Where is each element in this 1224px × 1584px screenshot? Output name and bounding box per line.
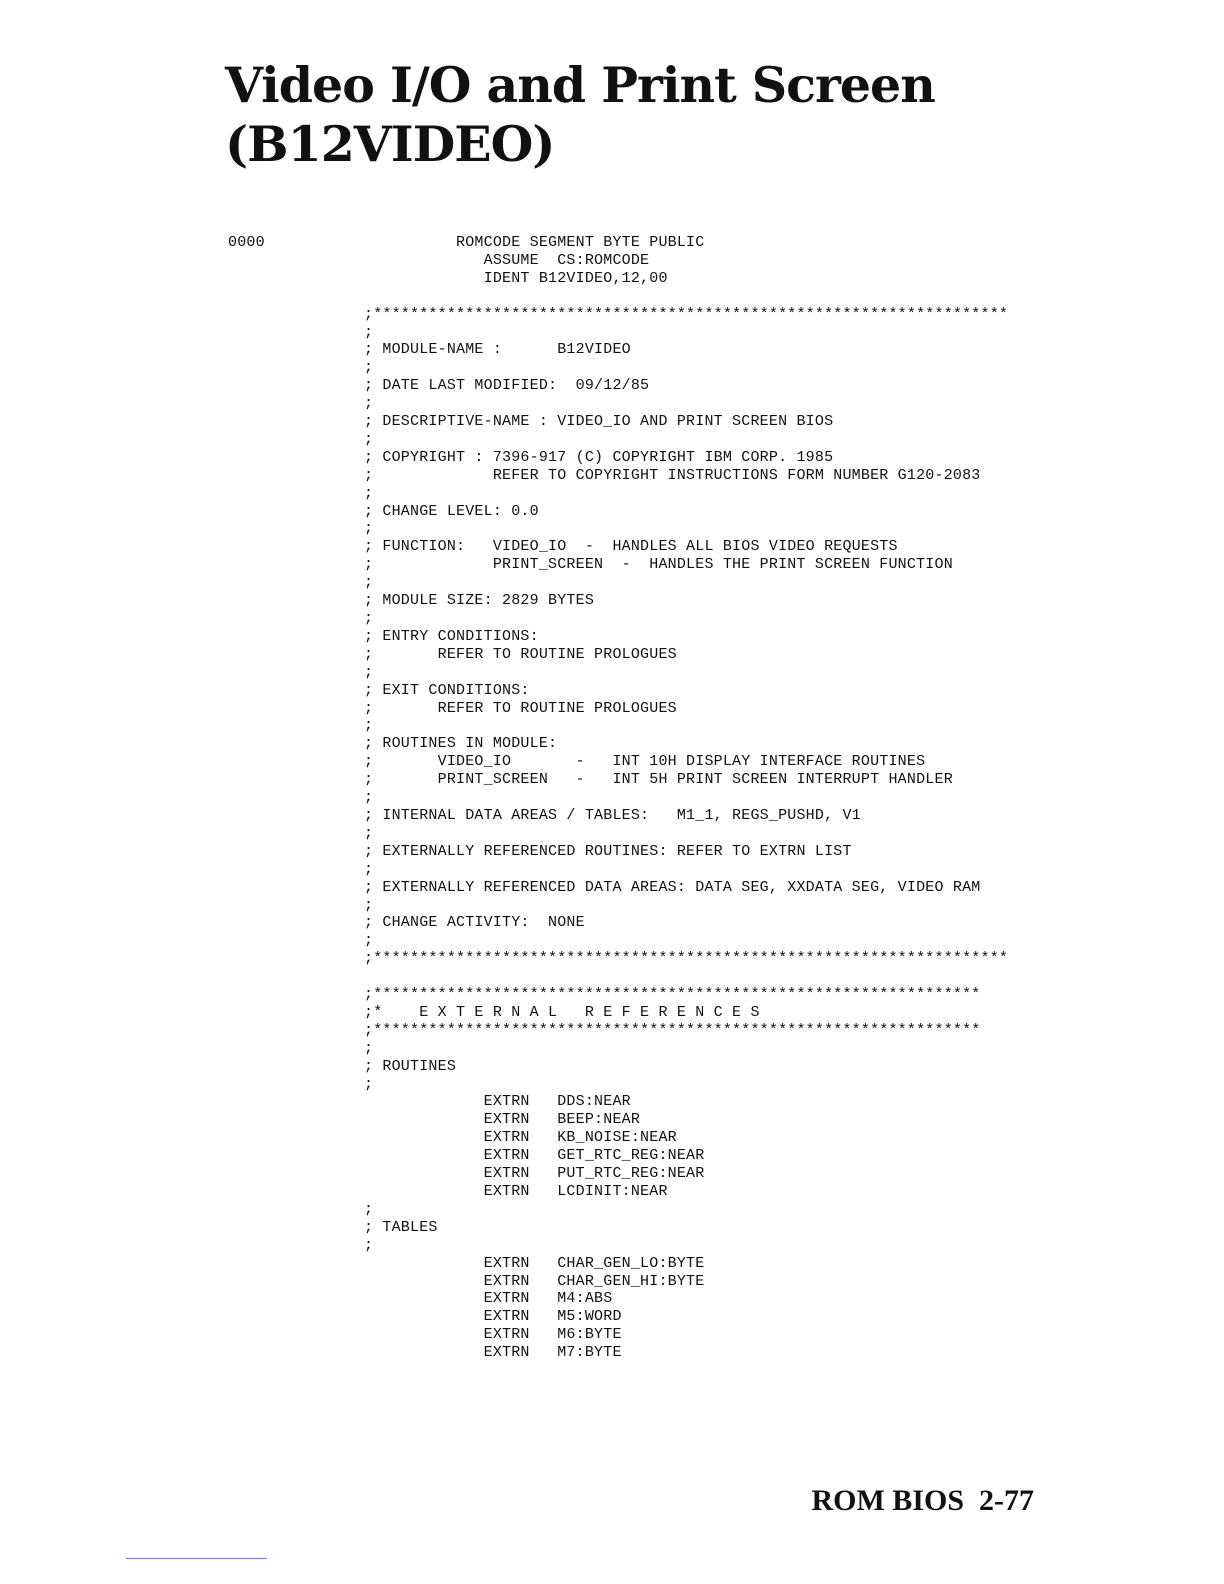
- listing-line: ;: [364, 1200, 374, 1218]
- listing-line: EXTRN CHAR_GEN_LO:BYTE: [364, 1254, 705, 1272]
- listing-line: ;: [364, 824, 374, 842]
- listing-line: ;: [364, 484, 374, 502]
- listing-line: EXTRN BEEP:NEAR: [364, 1111, 641, 1129]
- listing-line: ; MODULE SIZE: 2829 BYTES: [364, 592, 595, 610]
- listing-line: ;: [364, 430, 374, 448]
- assembly-listing: [364, 234, 1008, 1362]
- listing-line: ;: [364, 610, 374, 628]
- listing-line: EXTRN KB_NOISE:NEAR: [364, 1129, 677, 1147]
- listing-line: ASSUME CS:ROMCODE: [364, 251, 650, 269]
- listing-line: ;*********************************************************************: [364, 305, 1009, 323]
- listing-line: ;: [364, 1075, 374, 1093]
- listing-line: ;******************************************************************: [364, 986, 981, 1004]
- listing-line: ; DESCRIPTIVE-NAME : VIDEO_IO AND PRINT SCREEN BIOS: [364, 413, 834, 431]
- listing-line: ;: [364, 1039, 374, 1057]
- listing-line: ; TABLES: [364, 1218, 438, 1236]
- listing-line: ROMCODE SEGMENT BYTE PUBLIC: [364, 234, 705, 251]
- listing-line: ;: [364, 932, 374, 950]
- listing-line: ;: [364, 860, 374, 878]
- page-title-line-1: Video I/O and Print Screen: [225, 56, 935, 114]
- listing-line: EXTRN GET_RTC_REG:NEAR: [364, 1147, 705, 1165]
- listing-line: ;* E X T E R N A L R E F E R E N C E S: [364, 1003, 760, 1021]
- listing-line: EXTRN M6:BYTE: [364, 1326, 622, 1344]
- listing-line: EXTRN M7:BYTE: [364, 1344, 622, 1362]
- listing-line: ;******************************************************************: [364, 1021, 981, 1039]
- listing-line: ; DATE LAST MODIFIED: 09/12/85: [364, 377, 650, 395]
- listing-line: ; EXIT CONDITIONS:: [364, 681, 530, 699]
- page-title: [225, 56, 935, 174]
- listing-line: ;: [364, 663, 374, 681]
- listing-line: ; VIDEO_IO - INT 10H DISPLAY INTERFACE ROUTINES: [364, 753, 926, 771]
- listing-line: [364, 968, 1008, 986]
- listing-line: ; PRINT_SCREEN - HANDLES THE PRINT SCREEN FUNCTION: [364, 556, 953, 574]
- listing-line: EXTRN CHAR_GEN_HI:BYTE: [364, 1272, 705, 1290]
- listing-line: ; MODULE-NAME : B12VIDEO: [364, 341, 631, 359]
- listing-line: ;*********************************************************************: [364, 950, 1009, 968]
- listing-line: ; EXTERNALLY REFERENCED DATA AREAS: DATA SEG, XXDATA SEG, VIDEO RAM: [364, 878, 981, 896]
- listing-line: ;: [364, 359, 374, 377]
- footer-rule: [126, 1558, 267, 1559]
- listing-line: ;: [364, 1236, 374, 1254]
- listing-line: ;: [364, 323, 374, 341]
- listing-line: ; REFER TO ROUTINE PROLOGUES: [364, 699, 677, 717]
- listing-line: EXTRN M4:ABS: [364, 1290, 613, 1308]
- listing-line: ; REFER TO ROUTINE PROLOGUES: [364, 645, 677, 663]
- listing-line: EXTRN M5:WORD: [364, 1308, 622, 1326]
- listing-line: EXTRN DDS:NEAR: [364, 1093, 631, 1111]
- listing-line: ; CHANGE LEVEL: 0.0: [364, 502, 539, 520]
- listing-line: ; REFER TO COPYRIGHT INSTRUCTIONS FORM NUMBER G120-2083: [364, 466, 981, 484]
- page-title-line-2: (B12VIDEO): [225, 115, 555, 173]
- listing-line: ; ROUTINES IN MODULE:: [364, 735, 558, 753]
- listing-line: [364, 288, 1008, 306]
- listing-line: ; EXTERNALLY REFERENCED ROUTINES: REFER TO EXTRN LIST: [364, 842, 852, 860]
- listing-line: ; ROUTINES: [364, 1057, 457, 1075]
- listing-line: ;: [364, 717, 374, 735]
- listing-line: ; COPYRIGHT : 7396-917 (C) COPYRIGHT IBM CORP. 1985: [364, 448, 834, 466]
- listing-line: ;: [364, 789, 374, 807]
- listing-line: IDENT B12VIDEO,12,00: [364, 269, 668, 287]
- listing-line: ;: [364, 896, 374, 914]
- listing-line: EXTRN LCDINIT:NEAR: [364, 1183, 668, 1200]
- listing-line: EXTRN PUT_RTC_REG:NEAR: [364, 1165, 705, 1183]
- page-footer: ROM BIOS 2-77: [811, 1484, 1034, 1517]
- listing-line: ;: [364, 395, 374, 413]
- listing-line: ; FUNCTION: VIDEO_IO - HANDLES ALL BIOS VIDEO REQUESTS: [364, 538, 898, 556]
- listing-line: ; INTERNAL DATA AREAS / TABLES: M1_1, REGS_PUSHD, V1: [364, 806, 861, 824]
- listing-line: ;: [364, 520, 374, 538]
- listing-line: ; CHANGE ACTIVITY: NONE: [364, 914, 585, 932]
- address-offset: 0000: [228, 234, 265, 251]
- listing-line: ; ENTRY CONDITIONS:: [364, 627, 539, 645]
- listing-line: ;: [364, 574, 374, 592]
- listing-line: ; PRINT_SCREEN - INT 5H PRINT SCREEN INTERRUPT HANDLER: [364, 771, 953, 789]
